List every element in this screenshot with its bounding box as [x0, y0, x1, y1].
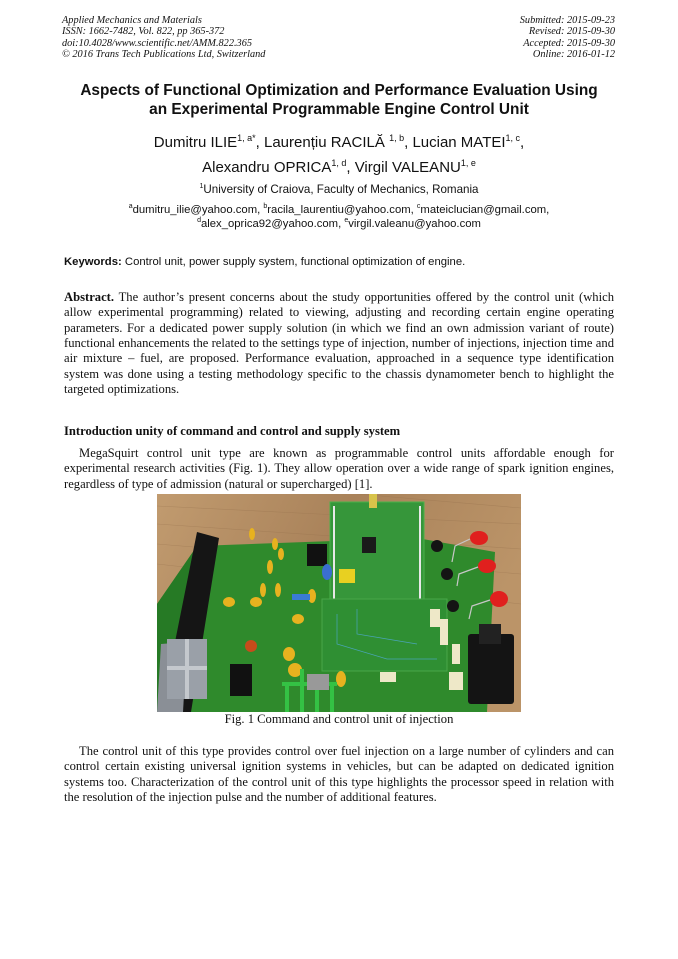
copyright: © 2016 Trans Tech Publications Ltd, Switzerland — [62, 48, 266, 60]
figure-1-photo — [157, 494, 521, 712]
affiliation — [40, 183, 638, 197]
email-sup: d — [197, 216, 201, 224]
email-sep: , — [338, 217, 345, 230]
author-sup: 1, b — [389, 133, 405, 143]
email-link[interactable]: virgil.valeanu@yahoo.com — [348, 217, 481, 230]
email-sep: , — [546, 204, 550, 216]
email-sup: c — [416, 203, 421, 210]
authors-line-2 — [40, 155, 638, 180]
email-link[interactable]: alex_oprica92@yahoo.com — [200, 217, 339, 230]
affiliation-text: University of Craiova, Faculty of Mechanics, Romania — [203, 183, 479, 196]
intro-paragraph: MegaSquirt control unit type are known as programmable control units affordable enough for experimental research activities (Fig. 1). They allow operation over a wide range of spark ignition engines, regardless of type of admission (natural or supercharged) [1]. — [64, 446, 614, 491]
author-name: Alexandru OPRICA — [202, 159, 332, 176]
journal-name: Applied Mechanics and Materials — [62, 15, 202, 26]
emails-line-1 — [40, 204, 638, 218]
online-date: Online: 2016-01-12 — [532, 48, 615, 60]
authors-line-1 — [40, 130, 638, 155]
author-name: Virgil VALEANU — [354, 159, 461, 176]
email-sup: a — [128, 203, 133, 210]
title-line-2: an Experimental Programmable Engine Control Unit — [149, 101, 529, 118]
author-sup: 1, a* — [237, 133, 256, 143]
abstract — [64, 290, 614, 397]
author-sup: 1, e — [460, 158, 476, 168]
author-list — [40, 130, 638, 180]
email-sup: e — [344, 216, 349, 224]
paper-title — [40, 81, 638, 119]
email-sup: b — [263, 203, 268, 210]
author-name: Dumitru ILIE — [153, 134, 238, 151]
keywords — [64, 255, 628, 269]
issn-volume: ISSN: 1662-7482, Vol. 822, pp 365-372 — [62, 26, 225, 38]
figure-caption: Fig. 1 Command and control unit of injection — [224, 712, 454, 726]
body-paragraph: The control unit of this type provides control over fuel injection on a large number of cylinders and can control certain existing universal ignition systems in vehicles, but can be adapted on dedicated ignition systems too. Characterization of the control unit of this type highlights the processor speed in relation with the resolution of the injection pulse and the number of additional features. — [64, 744, 614, 805]
journal-header-right — [520, 15, 615, 60]
abstract-label: Abstract. — [64, 290, 115, 304]
section-heading: Introduction unity of command and control and supply system — [64, 424, 401, 438]
author-sup: 1, d — [331, 158, 347, 168]
revised-date: Revised: 2015-09-30 — [528, 26, 615, 38]
email-link[interactable]: dumitru_ilie@yahoo.com — [132, 204, 258, 216]
keywords-text: Control unit, power supply system, functional optimization of engine. — [121, 256, 466, 268]
emails-line-2 — [40, 218, 638, 232]
author-sep: , — [520, 134, 525, 151]
submitted-date: Submitted: 2015-09-23 — [519, 15, 615, 26]
email-sep: , — [410, 204, 417, 216]
author-sep: , — [255, 134, 264, 151]
email-link[interactable]: racila_laurentiu@yahoo.com — [267, 204, 411, 216]
affiliation-sup: 1 — [199, 183, 204, 190]
title-line-1: Aspects of Functional Optimization and Performance Evaluation Using — [80, 82, 598, 99]
author-sup: 1, c — [505, 133, 521, 143]
email-sep: , — [257, 204, 264, 216]
doi: doi:10.4028/www.scientific.net/AMM.822.365 — [62, 37, 252, 49]
author-sep: , — [346, 159, 355, 176]
accepted-date: Accepted: 2015-09-30 — [523, 37, 615, 49]
author-name: Laurențiu RACILĂ — [264, 134, 390, 151]
abstract-text: The author’s present concerns about the study opportunities offered by the control unit (which allow experimental programming) related to viewing, adjusting and recording certain engine operating parameters. For a dedicated power supply solution (in which we find an own admission variant of route) functional enhancements the related to the settings type of injection, number of injections, injection time and air mixture – fuel, are proposed. Performance evaluation, approached in a sequence type identification system was done using a testing methodology specific to the chassis dynamometer bench to highlight the targeted optimizations. — [64, 290, 614, 397]
keywords-label: Keywords: — [64, 256, 122, 268]
journal-header-left — [62, 15, 265, 60]
author-sep: , — [404, 134, 413, 151]
email-list — [40, 204, 638, 231]
pcb-photo-illustration — [157, 494, 521, 712]
email-link[interactable]: mateiclucian@gmail.com — [420, 204, 547, 216]
author-name: Lucian MATEI — [412, 134, 506, 151]
